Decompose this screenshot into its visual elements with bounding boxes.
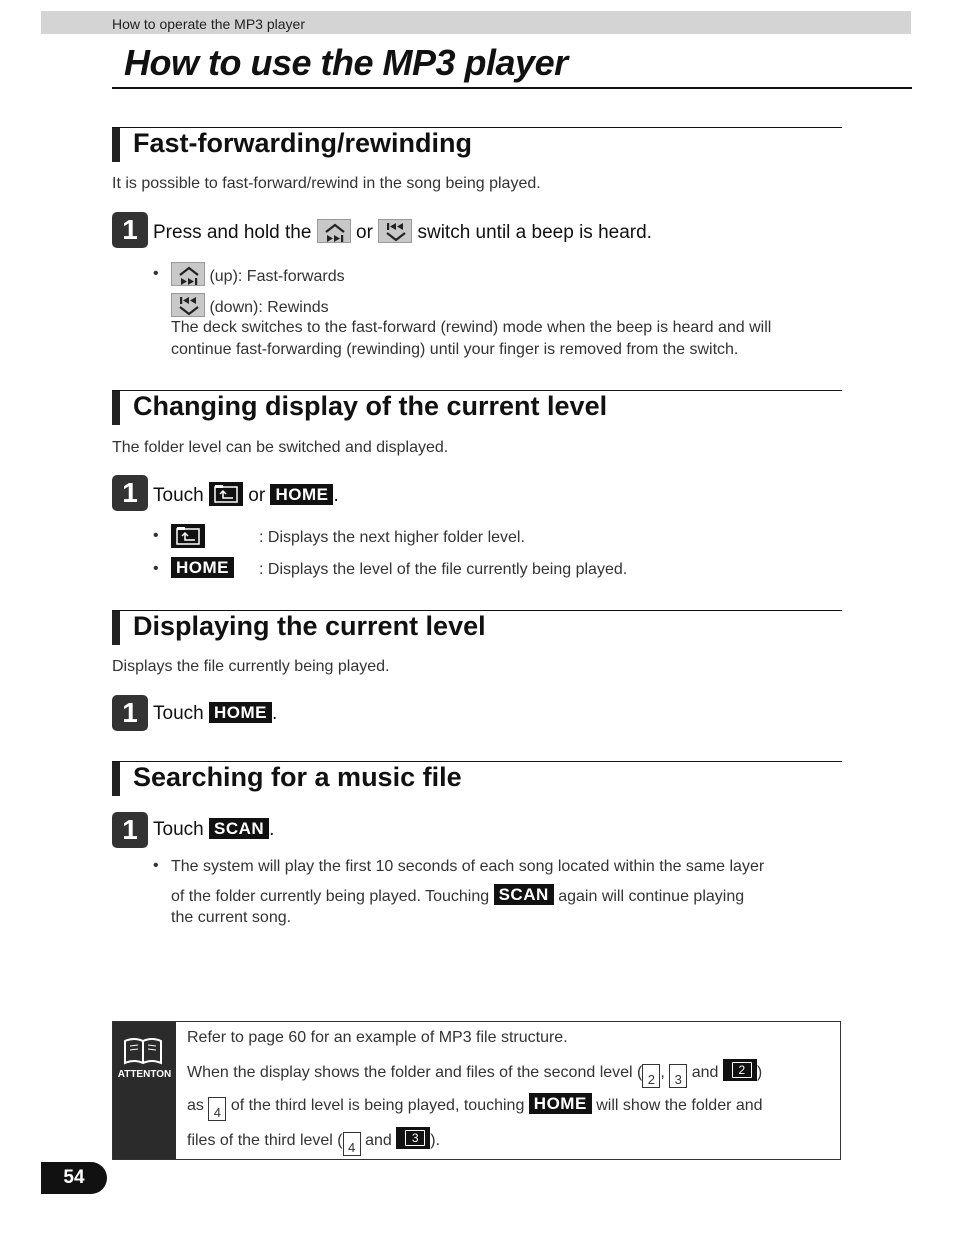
bullet-dot: • — [153, 857, 159, 874]
file-icon: 4 — [208, 1097, 226, 1121]
bullet-dot: • — [153, 265, 159, 282]
folder-icon-number: 2 — [732, 1062, 752, 1078]
section-intro-display: Displays the file currently being played. — [112, 658, 390, 675]
step-touch: Touch — [153, 819, 204, 840]
bullet-down — [171, 293, 329, 319]
step-instruction-search — [153, 818, 274, 841]
attention-text-part: of the third level is being played, touching — [230, 1097, 525, 1114]
note-line: The deck switches to the fast-forward (rewind) mode when the beep is heard and will — [171, 319, 772, 336]
title-rule — [112, 87, 912, 89]
step-end: . — [333, 485, 339, 506]
attention-line: Refer to page 60 for an example of MP3 file structure. — [187, 1029, 568, 1046]
step-instruction-change — [153, 482, 339, 507]
step-or: or — [356, 222, 373, 243]
scan-button[interactable]: SCAN — [209, 818, 269, 839]
section-bar — [112, 128, 120, 162]
folder-up-icon — [171, 524, 205, 553]
bullet-up-text: (up): Fast-forwards — [209, 268, 345, 285]
note-line: continue fast-forwarding (rewinding) until your finger is removed from the switch. — [171, 341, 739, 358]
section-title-display: Displaying the current level — [133, 611, 486, 641]
attention-text-part: ). — [430, 1132, 441, 1149]
bullet-text: the current song. — [171, 909, 292, 926]
attention-label: ATTENTON — [117, 1069, 172, 1080]
attention-line — [187, 1059, 762, 1088]
header-text: How to operate the MP3 player — [112, 16, 305, 32]
file-icon: 2 — [642, 1064, 660, 1088]
rewind-down-icon — [378, 219, 412, 243]
step-or: or — [248, 485, 266, 506]
section-title-ff: Fast-forwarding/rewinding — [133, 128, 473, 158]
file-icon: 3 — [669, 1064, 687, 1088]
folder-icon — [396, 1127, 430, 1149]
attention-text-part: will show the folder and — [596, 1097, 763, 1114]
bullet-dot: • — [153, 560, 159, 577]
folder-icon-number: 3 — [405, 1130, 425, 1146]
attention-text-part: and — [691, 1064, 719, 1081]
home-button: HOME — [171, 557, 234, 578]
folder-up-icon — [209, 482, 243, 506]
section-title-search: Searching for a music file — [133, 762, 462, 792]
step-number: 1 — [112, 475, 148, 511]
fast-forward-up-icon — [317, 219, 351, 243]
bullet-text — [171, 884, 744, 908]
page-title: How to use the MP3 player — [124, 42, 568, 83]
step-touch: Touch — [153, 485, 204, 506]
step-number: 1 — [112, 212, 148, 248]
bullet-down-text: (down): Rewinds — [209, 299, 329, 316]
step-number: 1 — [112, 812, 148, 848]
rewind-down-icon — [171, 293, 205, 317]
fast-forward-up-icon — [171, 262, 205, 286]
scan-button: SCAN — [494, 884, 554, 905]
home-button: HOME — [529, 1093, 592, 1114]
attention-line — [187, 1127, 440, 1156]
step-instruction-display — [153, 702, 277, 725]
bullet-text-part: of the folder currently being played. Touching — [171, 888, 490, 905]
attention-text-part: When the display shows the folder and files of the second level ( — [187, 1064, 643, 1081]
step-end: . — [269, 819, 275, 840]
step-touch: Touch — [153, 703, 204, 724]
step-end: . — [271, 703, 278, 724]
section-bar — [112, 391, 120, 425]
bullet-text: : Displays the next higher folder level. — [259, 529, 525, 546]
home-button[interactable]: HOME — [270, 484, 333, 505]
step-instruction-ff — [153, 219, 652, 244]
bullet-up — [171, 262, 345, 288]
section-bar — [112, 762, 120, 796]
step-text: Press and hold the — [153, 222, 312, 243]
home-button-label — [171, 557, 234, 579]
bullet-text-part: again will continue playing — [558, 888, 745, 905]
step-text: switch until a beep is heard. — [417, 222, 652, 243]
attention-text-part: files of the third level ( — [187, 1132, 343, 1149]
home-button[interactable]: HOME — [209, 702, 272, 723]
step-number: 1 — [112, 695, 148, 731]
attention-text-part: as — [187, 1097, 204, 1114]
section-intro-change: The folder level can be switched and displayed. — [112, 439, 449, 456]
bullet-dot: • — [153, 527, 159, 544]
folder-icon — [723, 1059, 757, 1081]
attention-text-part: ) — [756, 1064, 763, 1081]
section-title-change: Changing display of the current level — [133, 391, 608, 421]
section-intro-ff: It is possible to fast-forward/rewind in the song being played. — [112, 175, 541, 192]
attention-text-part: and — [365, 1132, 392, 1149]
attention-line — [187, 1093, 763, 1121]
section-bar — [112, 611, 120, 645]
attention-text-part: , — [660, 1064, 665, 1081]
page-number: 54 — [41, 1162, 107, 1194]
bullet-text: : Displays the level of the file currently being played. — [259, 561, 628, 578]
bullet-text: The system will play the first 10 seconds of each song located within the same layer — [171, 858, 765, 875]
file-icon: 4 — [343, 1132, 361, 1156]
book-icon — [122, 1037, 164, 1072]
